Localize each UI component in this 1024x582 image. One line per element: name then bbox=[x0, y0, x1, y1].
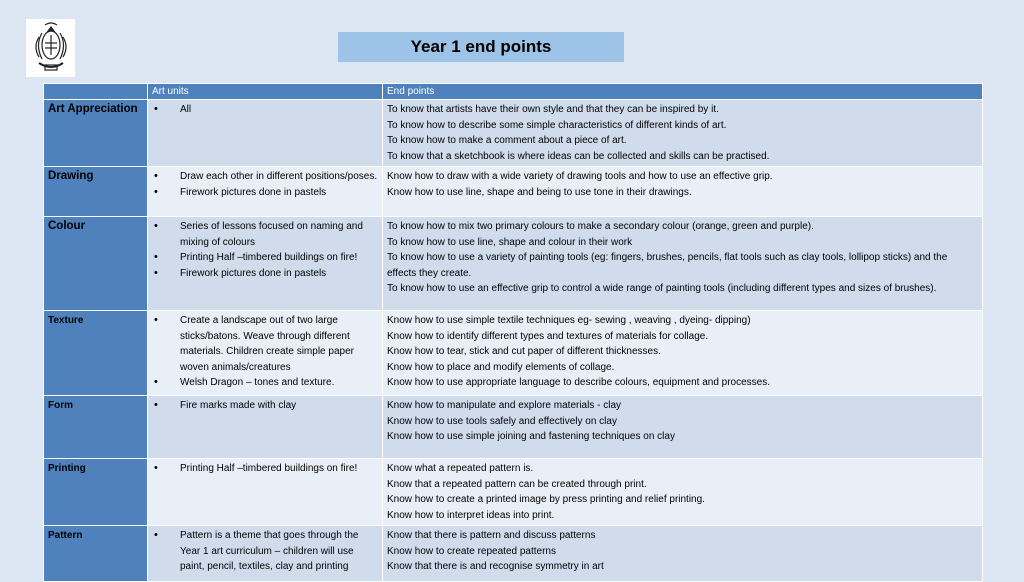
row-label: Form bbox=[44, 396, 148, 459]
end-point-text: To know that artists have their own style and that they can be inspired by it. bbox=[387, 104, 719, 115]
table-row bbox=[44, 217, 983, 311]
table-row bbox=[44, 167, 983, 217]
art-unit-item: • Printing Half –timbered buildings on fire! bbox=[180, 461, 378, 477]
end-points-cell bbox=[383, 459, 983, 526]
end-point-text: Know how to interpret ideas into print. bbox=[387, 509, 555, 521]
art-unit-item: • Firework pictures done in pastels bbox=[180, 266, 378, 282]
art-unit-item: • Pattern is a theme that goes through the Year 1 art curriculum – children will use paint, pencil, textiles, clay and printing bbox=[180, 528, 378, 575]
row-label: Drawing bbox=[44, 167, 148, 217]
end-point-text: Know how to use line, shape and being to use tone in their drawings. bbox=[387, 186, 692, 198]
end-point-text: Know that there is pattern and discuss patterns bbox=[387, 530, 596, 541]
end-point-text: To know how to use a variety of painting tools (eg: fingers, brushes, pencils, flat tools such as clay tools, lollipop sticks) and the effects they create. bbox=[387, 252, 948, 279]
row-label: Colour bbox=[44, 217, 148, 311]
end-point-text: Know how to place and modify elements of collage. bbox=[387, 361, 615, 373]
crest-icon bbox=[31, 21, 71, 75]
end-point-text: Know what a repeated pattern is. bbox=[387, 463, 534, 474]
art-unit-item: • Create a landscape out of two large sticks/batons. Weave through different materials. Children create simple paper woven animals/creatures bbox=[180, 313, 378, 375]
row-label: Pattern bbox=[44, 526, 148, 582]
end-point-text: To know how to mix two primary colours to make a secondary colour (orange, green and purple). bbox=[387, 221, 814, 232]
art-unit-item: • Printing Half –timbered buildings on fire! bbox=[180, 250, 378, 266]
art-unit-item: • Series of lessons focused on naming and mixing of colours bbox=[180, 219, 378, 250]
row-label: Texture bbox=[44, 311, 148, 396]
end-point-text: Know how to use appropriate language to describe colours, equipment and processes. bbox=[387, 377, 771, 388]
end-point-text: Know how to create a printed image by press printing and relief printing. bbox=[387, 494, 705, 505]
end-points-cell bbox=[383, 100, 983, 167]
end-points-cell bbox=[383, 311, 983, 396]
column-header-subject bbox=[44, 84, 148, 100]
art-units-cell bbox=[148, 311, 383, 396]
end-point-text: To know how to describe some simple characteristics of different kinds of art. bbox=[387, 119, 727, 131]
art-units-cell bbox=[148, 100, 383, 167]
art-unit-item: • Welsh Dragon – tones and texture. bbox=[180, 375, 378, 391]
art-units-cell bbox=[148, 396, 383, 459]
end-point-text: Know how to use simple joining and fastening techniques on clay bbox=[387, 431, 675, 442]
column-header-end-points: End points bbox=[383, 84, 983, 100]
end-points-cell bbox=[383, 217, 983, 311]
end-point-text: Know how to draw with a wide variety of drawing tools and how to use an effective grip. bbox=[387, 171, 773, 182]
table-row bbox=[44, 459, 983, 526]
art-unit-item: • Draw each other in different positions/poses. bbox=[180, 169, 378, 185]
column-header-art-units: Art units bbox=[148, 84, 383, 100]
end-point-text: Know how to use simple textile techniques eg- sewing , weaving , dyeing- dipping) bbox=[387, 315, 751, 326]
end-point-text: Know how to identify different types and textures of materials for collage. bbox=[387, 330, 709, 342]
table-header-row bbox=[44, 84, 983, 100]
table-row bbox=[44, 311, 983, 396]
end-point-text: Know that there is and recognise symmetry in art bbox=[387, 561, 604, 572]
table-row bbox=[44, 396, 983, 459]
end-points-cell bbox=[383, 167, 983, 217]
art-units-cell bbox=[148, 526, 383, 582]
end-point-text: Know that a repeated pattern can be created through print. bbox=[387, 478, 647, 490]
crest-logo bbox=[26, 19, 75, 77]
end-point-text: Know how to use tools safely and effectively on clay bbox=[387, 415, 617, 427]
end-point-text: Know how to manipulate and explore materials - clay bbox=[387, 400, 622, 411]
page-title: Year 1 end points bbox=[338, 32, 624, 62]
row-label: Printing bbox=[44, 459, 148, 526]
end-point-text: Know how to create repeated patterns bbox=[387, 545, 556, 557]
row-label: Art Appreciation bbox=[44, 100, 148, 167]
art-unit-item: • Fire marks made with clay bbox=[180, 398, 378, 414]
end-points-cell bbox=[383, 526, 983, 582]
end-points-table bbox=[43, 83, 983, 582]
end-point-text: To know how to use an effective grip to control a wide range of painting tools (including different types and sizes of brushes). bbox=[387, 283, 937, 294]
table-row bbox=[44, 100, 983, 167]
art-units-cell bbox=[148, 217, 383, 311]
art-unit-item: • Firework pictures done in pastels bbox=[180, 185, 378, 201]
end-point-text: To know how to use line, shape and colour in their work bbox=[387, 236, 633, 248]
art-units-cell bbox=[148, 167, 383, 217]
end-point-text: To know that a sketchbook is where ideas can be collected and skills can be practised. bbox=[387, 150, 770, 162]
end-point-text: Know how to tear, stick and cut paper of different thicknesses. bbox=[387, 346, 661, 357]
table-row bbox=[44, 526, 983, 582]
end-point-text: To know how to make a comment about a piece of art. bbox=[387, 135, 627, 146]
end-points-cell bbox=[383, 396, 983, 459]
art-unit-item: • All bbox=[180, 102, 378, 118]
art-units-cell bbox=[148, 459, 383, 526]
